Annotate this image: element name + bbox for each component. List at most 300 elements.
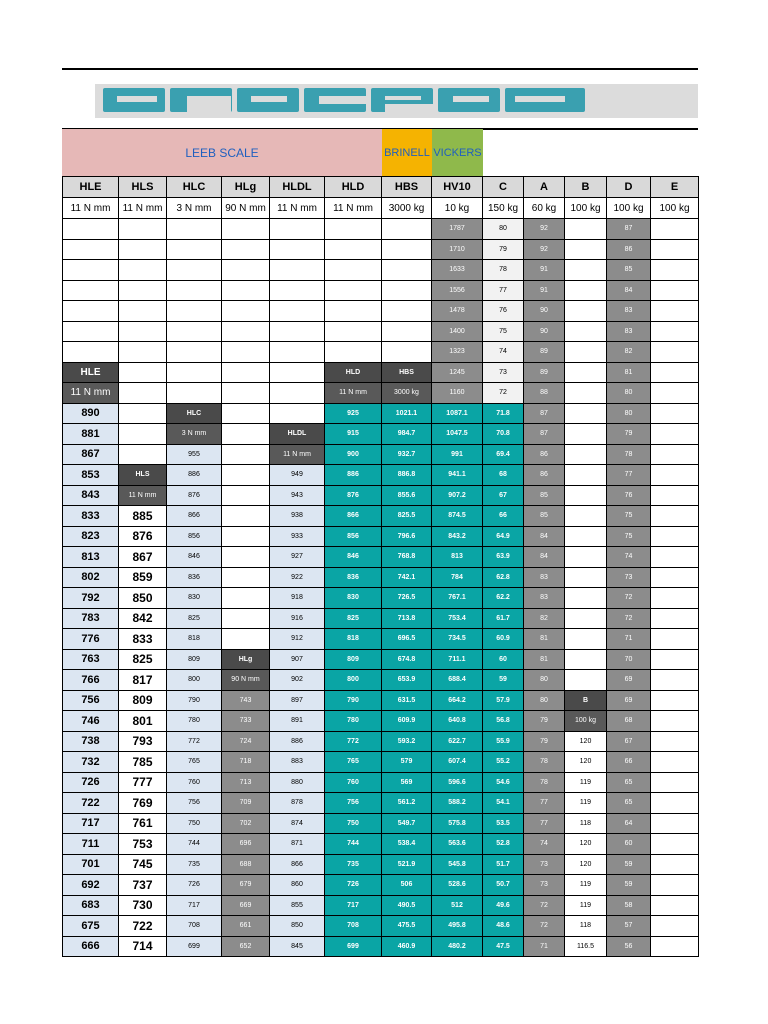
cell-a: 91 (524, 260, 565, 281)
cell-hle: 675 (63, 916, 119, 937)
table-row (63, 875, 699, 896)
cell-hls (119, 219, 167, 240)
proceq-logo (95, 84, 698, 118)
cell-hv10: 1047.5 (432, 424, 483, 445)
cell-hle: 776 (63, 629, 119, 650)
cell-c: 47.5 (483, 936, 524, 957)
cell-hls (119, 321, 167, 342)
cell-e (651, 793, 699, 814)
cell-hld: 809 (325, 649, 382, 670)
cell-e (651, 813, 699, 834)
cell-d: 76 (607, 485, 651, 506)
table-row (63, 916, 699, 937)
cell-hls: 867 (119, 547, 167, 568)
cell-e (651, 301, 699, 322)
cell-hle: 732 (63, 752, 119, 773)
cell-hv10: 545.8 (432, 854, 483, 875)
cell-b (565, 629, 607, 650)
cell-a: 85 (524, 485, 565, 506)
cell-hv10: 664.2 (432, 690, 483, 711)
cell-hlg (222, 403, 270, 424)
cell-hbs: 768.8 (382, 547, 432, 568)
cell-hv10: 1160 (432, 383, 483, 404)
cell-c: 63.9 (483, 547, 524, 568)
cell-hle (63, 301, 119, 322)
cell-a: 89 (524, 362, 565, 383)
cell-a: 89 (524, 342, 565, 363)
column-header-hldl: HLDL (270, 177, 325, 198)
cell-e (651, 506, 699, 527)
cell-hle: 843 (63, 485, 119, 506)
cell-hls (119, 280, 167, 301)
column-header-b: B (565, 177, 607, 198)
column-header-c: C (483, 177, 524, 198)
cell-e (651, 362, 699, 383)
cell-d: 57 (607, 916, 651, 937)
cell-e (651, 465, 699, 486)
table-row (63, 629, 699, 650)
cell-b (565, 383, 607, 404)
cell-hlc (167, 301, 222, 322)
cell-d: 56 (607, 936, 651, 957)
cell-c: 75 (483, 321, 524, 342)
cell-hv10: 753.4 (432, 608, 483, 629)
cell-hls: 825 (119, 649, 167, 670)
cell-b (565, 547, 607, 568)
column-header-row (63, 177, 699, 198)
cell-hlg (222, 506, 270, 527)
cell-hldl: 874 (270, 813, 325, 834)
table-row (63, 526, 699, 547)
cell-e (651, 670, 699, 691)
cell-hld: 836 (325, 567, 382, 588)
cell-a: 83 (524, 588, 565, 609)
unit-header-hle: 11 N mm (63, 198, 119, 219)
table-row (63, 813, 699, 834)
cell-d: 72 (607, 588, 651, 609)
cell-hls: 859 (119, 567, 167, 588)
table-row (63, 239, 699, 260)
cell-hld: 856 (325, 526, 382, 547)
unit-header-a: 60 kg (524, 198, 565, 219)
cell-hlc (167, 280, 222, 301)
cell-d: 75 (607, 506, 651, 527)
cell-a: 87 (524, 424, 565, 445)
unit-header-b: 100 kg (565, 198, 607, 219)
cell-hv10: 575.8 (432, 813, 483, 834)
cell-hldl: HLDL (270, 424, 325, 445)
cell-b: 100 kg (565, 711, 607, 732)
cell-b: 118 (565, 916, 607, 937)
cell-hldl (270, 403, 325, 424)
cell-a: 80 (524, 690, 565, 711)
cell-hle (63, 260, 119, 281)
cell-hbs: 653.9 (382, 670, 432, 691)
cell-hv10: 1556 (432, 280, 483, 301)
cell-hlg (222, 260, 270, 281)
cell-hld: 876 (325, 485, 382, 506)
cell-a: 87 (524, 403, 565, 424)
cell-hle: 738 (63, 731, 119, 752)
unit-header-hlg: 90 N mm (222, 198, 270, 219)
cell-hld: 900 (325, 444, 382, 465)
cell-hbs: 549.7 (382, 813, 432, 834)
cell-e (651, 834, 699, 855)
cell-hlg: 733 (222, 711, 270, 732)
table-row (63, 219, 699, 240)
cell-e (651, 895, 699, 916)
cell-hlc: 780 (167, 711, 222, 732)
cell-b (565, 608, 607, 629)
cell-d: 86 (607, 239, 651, 260)
cell-hbs: 932.7 (382, 444, 432, 465)
cell-hldl: 938 (270, 506, 325, 527)
cell-hld: HLD (325, 362, 382, 383)
cell-d: 72 (607, 608, 651, 629)
table-row (63, 731, 699, 752)
cell-hld: 818 (325, 629, 382, 650)
cell-e (651, 547, 699, 568)
cell-hv10: 1400 (432, 321, 483, 342)
cell-b (565, 260, 607, 281)
cell-e (651, 321, 699, 342)
cell-hld (325, 301, 382, 322)
cell-hldl: 949 (270, 465, 325, 486)
cell-hv10: 711.1 (432, 649, 483, 670)
cell-hle: 11 N mm (63, 383, 119, 404)
cell-hbs: 490.5 (382, 895, 432, 916)
table-row (63, 465, 699, 486)
cell-a: 91 (524, 280, 565, 301)
table-row (63, 485, 699, 506)
cell-hbs (382, 219, 432, 240)
cell-b (565, 485, 607, 506)
cell-hv10: 607.4 (432, 752, 483, 773)
cell-c: 62.8 (483, 567, 524, 588)
cell-hv10: 813 (432, 547, 483, 568)
cell-hlc (167, 239, 222, 260)
table-row (63, 752, 699, 773)
cell-c: 70.8 (483, 424, 524, 445)
cell-hbs (382, 239, 432, 260)
cell-hbs: 460.9 (382, 936, 432, 957)
cell-hlg (222, 219, 270, 240)
cell-hle: 813 (63, 547, 119, 568)
cell-hldl (270, 321, 325, 342)
cell-hv10: 640.8 (432, 711, 483, 732)
cell-a: 81 (524, 649, 565, 670)
cell-e (651, 854, 699, 875)
cell-hlc: 809 (167, 649, 222, 670)
cell-hls: 801 (119, 711, 167, 732)
cell-hldl: 933 (270, 526, 325, 547)
cell-a: 77 (524, 813, 565, 834)
cell-hlg (222, 465, 270, 486)
column-header-hld: HLD (325, 177, 382, 198)
vickers-label: VICKERS (432, 129, 483, 176)
cell-b (565, 567, 607, 588)
cell-c: 54.1 (483, 793, 524, 814)
cell-d: 80 (607, 383, 651, 404)
table-row (63, 608, 699, 629)
cell-c: 76 (483, 301, 524, 322)
cell-e (651, 629, 699, 650)
cell-a: 71 (524, 936, 565, 957)
cell-hlg: 709 (222, 793, 270, 814)
cell-hld: 708 (325, 916, 382, 937)
cell-hv10: 563.6 (432, 834, 483, 855)
cell-d: 80 (607, 403, 651, 424)
table-row (63, 936, 699, 957)
cell-c: 50.7 (483, 875, 524, 896)
cell-c: 55.9 (483, 731, 524, 752)
unit-header-row (63, 198, 699, 219)
cell-e (651, 916, 699, 937)
table-row (63, 895, 699, 916)
cell-hbs (382, 342, 432, 363)
cell-hldl: 11 N mm (270, 444, 325, 465)
cell-hlc: 836 (167, 567, 222, 588)
leeb-scale-label: LEEB SCALE (62, 129, 382, 176)
cell-b (565, 239, 607, 260)
cell-d: 66 (607, 752, 651, 773)
hardness-conversion-table (62, 176, 699, 957)
cell-d: 79 (607, 424, 651, 445)
cell-hls: 730 (119, 895, 167, 916)
table-row (63, 670, 699, 691)
cell-hlc: 955 (167, 444, 222, 465)
cell-e (651, 936, 699, 957)
cell-hle: 711 (63, 834, 119, 855)
cell-e (651, 342, 699, 363)
unit-header-hld: 11 N mm (325, 198, 382, 219)
cell-hld (325, 260, 382, 281)
cell-hls: 737 (119, 875, 167, 896)
cell-e (651, 526, 699, 547)
cell-hv10: 767.1 (432, 588, 483, 609)
cell-hle: 717 (63, 813, 119, 834)
cell-c: 67 (483, 485, 524, 506)
cell-hle: 746 (63, 711, 119, 732)
cell-e (651, 383, 699, 404)
cell-hlg (222, 608, 270, 629)
cell-hbs (382, 280, 432, 301)
cell-d: 82 (607, 342, 651, 363)
cell-e (651, 219, 699, 240)
cell-hldl (270, 383, 325, 404)
cell-hld: 866 (325, 506, 382, 527)
cell-hle: 890 (63, 403, 119, 424)
cell-hlc: 750 (167, 813, 222, 834)
cell-hld: 699 (325, 936, 382, 957)
unit-header-c: 150 kg (483, 198, 524, 219)
cell-a: 90 (524, 321, 565, 342)
cell-c: 53.5 (483, 813, 524, 834)
cell-hlg: 679 (222, 875, 270, 896)
cell-b (565, 465, 607, 486)
cell-e (651, 567, 699, 588)
top-border (62, 68, 698, 70)
cell-hlc: 818 (167, 629, 222, 650)
cell-hls: 769 (119, 793, 167, 814)
cell-hle: 766 (63, 670, 119, 691)
cell-hldl: 878 (270, 793, 325, 814)
cell-hv10: 1710 (432, 239, 483, 260)
cell-hlg (222, 301, 270, 322)
column-header-e: E (651, 177, 699, 198)
cell-c: 68 (483, 465, 524, 486)
cell-c: 60 (483, 649, 524, 670)
cell-hls: 850 (119, 588, 167, 609)
cell-hls: HLS (119, 465, 167, 486)
cell-d: 60 (607, 834, 651, 855)
cell-hbs: 886.8 (382, 465, 432, 486)
cell-hld: 846 (325, 547, 382, 568)
cell-a: 84 (524, 526, 565, 547)
cell-b (565, 403, 607, 424)
cell-hld (325, 280, 382, 301)
cell-hbs: 674.8 (382, 649, 432, 670)
cell-hle: 666 (63, 936, 119, 957)
cell-hbs: 726.5 (382, 588, 432, 609)
cell-a: 72 (524, 916, 565, 937)
cell-b: 120 (565, 752, 607, 773)
cell-hle: 763 (63, 649, 119, 670)
cell-b: 119 (565, 895, 607, 916)
cell-e (651, 690, 699, 711)
cell-hlg: 724 (222, 731, 270, 752)
cell-hle (63, 321, 119, 342)
cell-e (651, 485, 699, 506)
cell-d: 71 (607, 629, 651, 650)
cell-hbs: 796.6 (382, 526, 432, 547)
cell-hbs: 825.5 (382, 506, 432, 527)
cell-b (565, 649, 607, 670)
cell-d: 87 (607, 219, 651, 240)
cell-b (565, 219, 607, 240)
cell-hv10: 622.7 (432, 731, 483, 752)
cell-b: 116.5 (565, 936, 607, 957)
cell-hlc: 790 (167, 690, 222, 711)
cell-hls (119, 301, 167, 322)
cell-hld: 925 (325, 403, 382, 424)
cell-hlc: 825 (167, 608, 222, 629)
cell-hld: 790 (325, 690, 382, 711)
cell-c: 60.9 (483, 629, 524, 650)
cell-hlg (222, 547, 270, 568)
cell-b (565, 526, 607, 547)
cell-hlc: 866 (167, 506, 222, 527)
cell-b (565, 506, 607, 527)
cell-hldl (270, 239, 325, 260)
cell-hldl: 860 (270, 875, 325, 896)
cell-c: 71.8 (483, 403, 524, 424)
cell-e (651, 260, 699, 281)
table-row (63, 772, 699, 793)
table-row (63, 321, 699, 342)
cell-hle: 726 (63, 772, 119, 793)
cell-b: 118 (565, 813, 607, 834)
cell-hle: 853 (63, 465, 119, 486)
cell-hls (119, 362, 167, 383)
unit-header-hbs: 3000 kg (382, 198, 432, 219)
cell-e (651, 649, 699, 670)
unit-header-hldl: 11 N mm (270, 198, 325, 219)
column-header-hbs: HBS (382, 177, 432, 198)
cell-hld: 750 (325, 813, 382, 834)
column-header-hlg: HLg (222, 177, 270, 198)
cell-hlc: 708 (167, 916, 222, 937)
cell-hbs: 984.7 (382, 424, 432, 445)
table-row (63, 793, 699, 814)
cell-hlc: 735 (167, 854, 222, 875)
cell-c: 77 (483, 280, 524, 301)
cell-d: 75 (607, 526, 651, 547)
cell-hle: 756 (63, 690, 119, 711)
cell-hlc: 3 N mm (167, 424, 222, 445)
cell-hlg: 669 (222, 895, 270, 916)
cell-hlc: 800 (167, 670, 222, 691)
column-header-hv10: HV10 (432, 177, 483, 198)
cell-b (565, 670, 607, 691)
cell-c: 80 (483, 219, 524, 240)
cell-hbs: 561.2 (382, 793, 432, 814)
cell-hldl (270, 260, 325, 281)
cell-d: 78 (607, 444, 651, 465)
table-row (63, 403, 699, 424)
cell-hls: 793 (119, 731, 167, 752)
cell-hv10: 843.2 (432, 526, 483, 547)
cell-hld: 735 (325, 854, 382, 875)
cell-hldl (270, 301, 325, 322)
cell-e (651, 444, 699, 465)
cell-hls: 842 (119, 608, 167, 629)
cell-d: 64 (607, 813, 651, 834)
cell-c: 55.2 (483, 752, 524, 773)
cell-b: 119 (565, 793, 607, 814)
cell-hld: 800 (325, 670, 382, 691)
cell-a: 84 (524, 547, 565, 568)
cell-hv10: 1323 (432, 342, 483, 363)
cell-hls: 777 (119, 772, 167, 793)
cell-hv10: 495.8 (432, 916, 483, 937)
cell-hlc: 760 (167, 772, 222, 793)
cell-e (651, 608, 699, 629)
cell-a: 78 (524, 772, 565, 793)
table-row (63, 260, 699, 281)
cell-e (651, 711, 699, 732)
cell-hlg (222, 444, 270, 465)
cell-hld: 825 (325, 608, 382, 629)
cell-hle: 722 (63, 793, 119, 814)
cell-a: 81 (524, 629, 565, 650)
cell-hld: 780 (325, 711, 382, 732)
cell-hldl (270, 280, 325, 301)
cell-c: 48.6 (483, 916, 524, 937)
cell-hlg: 718 (222, 752, 270, 773)
cell-hld: 886 (325, 465, 382, 486)
cell-a: 85 (524, 506, 565, 527)
table-row (63, 280, 699, 301)
cell-d: 83 (607, 301, 651, 322)
cell-hls: 745 (119, 854, 167, 875)
cell-hlc (167, 362, 222, 383)
cell-a: 88 (524, 383, 565, 404)
cell-hldl: 886 (270, 731, 325, 752)
cell-hle: 823 (63, 526, 119, 547)
cell-hld (325, 321, 382, 342)
cell-d: 67 (607, 731, 651, 752)
